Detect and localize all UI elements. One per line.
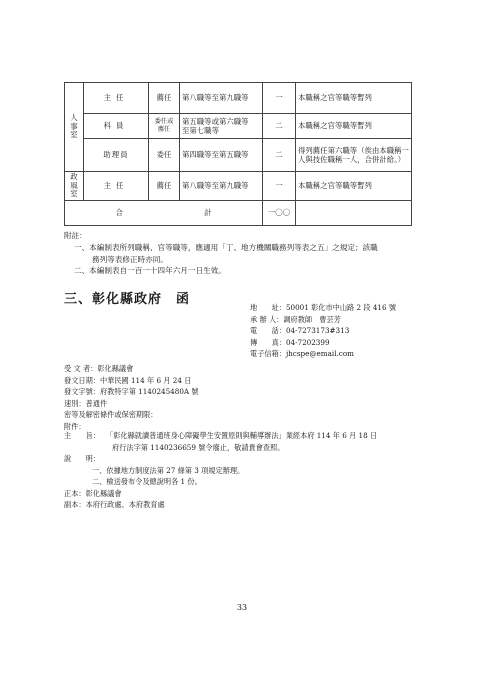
method-cell: 薦任 (149, 83, 180, 114)
page-number: 33 (236, 603, 248, 612)
explain-label: 說 明： (64, 454, 100, 464)
grade-cell: 第八職等至第九職等 (180, 172, 263, 201)
explain-item-1: 一、依據地方制度法第 27 條第 3 項規定辦理。 (92, 465, 245, 475)
note-item-2: 二、本編制表自一百一十四年六月一日生效。 (74, 266, 226, 276)
table-row (65, 172, 412, 201)
subject-line-2: 府行法字第 1140236659 號令廢止，敬請貴會查照。 (112, 442, 285, 452)
note-item-1-line1: 一、本編制表所列職稱、官等職等，應適用「丁、地方機關職務列等表之五」之規定；該職 (74, 242, 378, 252)
total-note-empty (296, 200, 412, 225)
doc-meta (64, 363, 424, 432)
count-cell: 一 (263, 83, 296, 114)
sender-info (250, 302, 450, 360)
subject-text (106, 430, 424, 453)
table-total-row (65, 200, 412, 225)
table-notes (64, 230, 434, 277)
sender-address: 地 址：50001 彰化市中山路 2 段 416 號 (250, 303, 397, 312)
doc-number: 發文字號：府教特字第 1140245480A 號 (64, 387, 199, 397)
primary-recipient: 正本：彰化縣議會 (64, 488, 122, 498)
method-cell: 委任 (149, 139, 180, 172)
subject-label: 主 旨： (64, 431, 100, 440)
count-cell: 二 (263, 114, 296, 139)
copy-recipients: 副本：本府行政處、本府教育處 (64, 500, 165, 510)
grade-cell: 第四職等至第五職等 (180, 139, 263, 172)
subject-line-1: 「彰化縣就讀普通班身心障礙學生安置原則與輔導辦法」業經本府 114 年 6 月 18 日 (106, 431, 378, 440)
explain-item-2: 二、檢送發布令及總說明各 1 份。 (92, 477, 202, 487)
note-cell: 本職稱之官等職等暫列 (296, 114, 412, 139)
note-cell: 本職稱之官等職等暫列 (296, 83, 412, 114)
sender-fax: 傳 真：04-7202399 (250, 337, 330, 347)
total-value: 一〇〇 (263, 200, 296, 225)
notes-heading: 附註： (64, 231, 87, 240)
dept-ethics-cell: 政 風 室 (65, 172, 84, 201)
doc-speed: 速別：普通件 (64, 398, 108, 408)
title-cell: 主任 (84, 172, 149, 201)
doc-security: 密等及解密條件或保密期限： (64, 410, 158, 420)
sender-phone: 電 話：04-7273173#313 (250, 326, 350, 336)
doc-attachment: 附件： (64, 421, 86, 431)
grade-cell: 第八職等至第九職等 (180, 83, 263, 114)
sender-email: 電子信箱：jhcspe@email.com (250, 349, 354, 359)
method-cell: 薦任 (149, 172, 180, 201)
sender-contact: 承 辦 人：調府教師 曹芸芳 (250, 314, 341, 324)
method-cell: 委任或 薦任 (149, 114, 180, 139)
note-cell: 本職稱之官等職等暫列 (296, 172, 412, 201)
table-row (65, 139, 412, 172)
section-title: 三、彰化縣政府 函 (64, 292, 191, 307)
table-row (65, 114, 412, 139)
staffing-table (64, 82, 412, 226)
doc-date: 發文日期：中華民國 114 年 6 月 24 日 (64, 375, 192, 385)
title-cell: 助理員 (84, 139, 149, 172)
title-cell: 科員 (84, 114, 149, 139)
note-item-1-line2: 務列等表修正時亦同。 (92, 254, 168, 264)
count-cell: 二 (263, 139, 296, 172)
grade-cell: 第五職等或第六職等 至第七職等 (180, 114, 263, 139)
count-cell: 一 (263, 172, 296, 201)
title-cell: 主任 (84, 83, 149, 114)
doc-recipient: 受 文 者：彰化縣議會 (64, 364, 134, 373)
total-label: 合 計 (65, 200, 263, 225)
note-cell: 得列薦任第六職等（俟由本職稱一人與技佐職稱一人，合併計給。） (296, 139, 412, 172)
doc-body (64, 430, 424, 511)
dept-personnel-cell: 人 事 室 (65, 83, 84, 172)
subject-block (64, 430, 424, 453)
note-item-1 (64, 242, 434, 266)
table-row (65, 83, 412, 114)
